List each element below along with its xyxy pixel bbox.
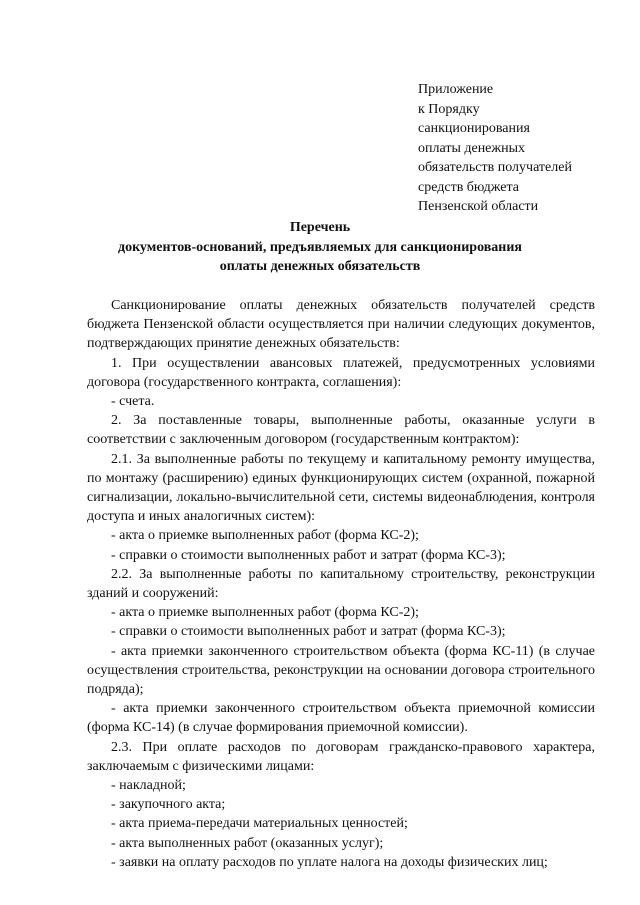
- list-item: - накладной;: [111, 778, 186, 794]
- appendix-line: к Порядку: [418, 101, 480, 117]
- list-item: - акта о приемке выполненных работ (форма КС-2);: [111, 605, 419, 621]
- list-item: - счета.: [111, 394, 155, 410]
- paragraph: 2.3. При оплате расходов по договорам гражданско-правового характера, заключаемым с физическими лицами:: [87, 739, 595, 774]
- appendix-line: санкционирования: [418, 121, 530, 136]
- list-item: - акта приема-передачи материальных ценностей;: [111, 816, 408, 832]
- paragraph: 1. При осуществлении авансовых платежей, предусмотренных условиями договора (государственного контракта, соглашения):: [87, 355, 595, 390]
- appendix-note: [418, 80, 618, 217]
- appendix-line: оплаты денежных: [418, 140, 525, 156]
- document-body: [87, 296, 595, 872]
- list-item: - акта о приемке выполненных работ (форма КС-2);: [111, 528, 419, 544]
- document-title: [70, 218, 570, 277]
- appendix-line: обязательств получателей: [418, 160, 572, 175]
- list-item: - акта приемки законченного строительством объекта приемочной комиссии (форма КС-14) (в случае формирования приемочной комиссии).: [87, 701, 595, 736]
- list-item: - справки о стоимости выполненных работ и затрат (форма КС-3);: [111, 547, 506, 563]
- paragraph: 2.1. За выполненные работы по текущему и капитальному ремонту имущества, по монтажу (расширению) единых функционирующих систем (охранной, пожарной сигнализации, локально-вычислительной сети, системы видеонаблюдения, контроля доступа и иных аналогичных систем):: [87, 451, 595, 525]
- appendix-line: Пензенской области: [418, 199, 539, 214]
- list-item: - акта приемки законченного строительством объекта (форма КС-11) (в случае осуществления строительства, реконструкции на основании договора строительного подряда);: [87, 643, 595, 698]
- title-line: оплаты денежных обязательств: [219, 259, 421, 274]
- paragraph: 2. За поставленные товары, выполненные работы, оказанные услуги в соответствии с заключенным договором (государственным контрактом):: [87, 413, 595, 448]
- title-line: Перечень: [289, 220, 351, 235]
- list-item: - акта выполненных работ (оказанных услуг);: [111, 835, 384, 851]
- paragraph: Санкционирование оплаты денежных обязательств получателей средств бюджета Пензенской области осуществляется при наличии следующих документов, подтверждающих принятие денежных обязательств:: [87, 298, 595, 352]
- title-line: документов-оснований, предъявляемых для санкционирования: [117, 239, 523, 255]
- appendix-line: средств бюджета: [418, 179, 520, 195]
- list-item: - справки о стоимости выполненных работ и затрат (форма КС-3);: [111, 624, 506, 640]
- appendix-line: Приложение: [418, 82, 494, 97]
- list-item: - заявки на оплату расходов по уплате налога на доходы физических лиц;: [111, 854, 548, 870]
- list-item: - закупочного акта;: [111, 797, 226, 813]
- paragraph: 2.2. За выполненные работы по капитальному строительству, реконструкции зданий и сооружений:: [87, 566, 595, 602]
